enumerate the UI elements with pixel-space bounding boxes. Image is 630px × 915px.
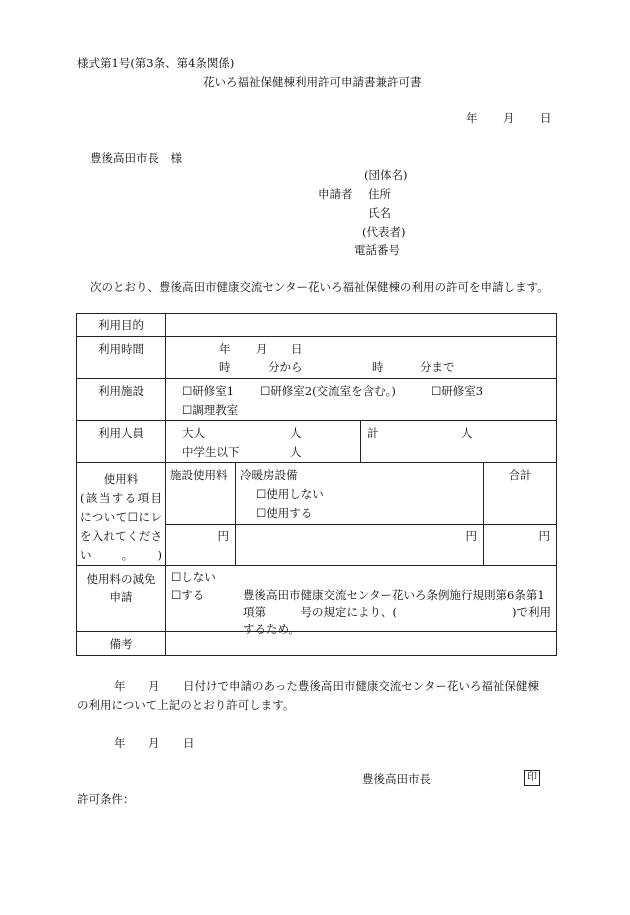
official-seal <box>524 769 540 786</box>
intro-text: 次のとおり、豊後高田市健康交流センター花いろ福祉保健棟の利用の許可を申請します。 <box>90 280 549 294</box>
form-number: 様式第1号(第3条、第4条関係) <box>77 56 235 70</box>
reduction-label: 使用料の減免申請 <box>77 566 166 632</box>
approval-year: 年 <box>114 679 126 693</box>
date-year: 年 <box>466 111 478 125</box>
row-facility <box>77 379 557 421</box>
row-reduction <box>77 566 557 632</box>
facility-label: 利用施設 <box>77 379 166 421</box>
people-breakdown[interactable] <box>166 421 361 463</box>
facility-option-1[interactable]: ☐研修室1 <box>182 384 235 398</box>
row-people <box>77 421 557 463</box>
people-label: 利用人員 <box>77 421 166 463</box>
approval-month: 月 <box>148 679 160 693</box>
facility-option-3[interactable]: ☐研修室3 <box>431 384 484 398</box>
time-month: 月 <box>256 342 268 356</box>
time-from: 分から <box>268 360 303 374</box>
fee-hvac-yes[interactable]: ☐使用する <box>256 506 313 520</box>
fee-hvac-label: 冷暖房設備 <box>240 468 298 482</box>
time-until: 分まで <box>420 360 455 374</box>
addressee: 豊後高田市長 様 <box>90 151 182 165</box>
representative-label: (代表者) <box>362 225 406 239</box>
purpose-label: 利用目的 <box>77 314 166 337</box>
approval-line2: の利用について上記のとおり許可します。 <box>77 698 295 712</box>
date-month: 月 <box>503 111 515 125</box>
seal-icon: 印 <box>524 770 540 786</box>
facility-field <box>166 379 557 421</box>
approval-date-day: 日 <box>183 736 195 750</box>
total-unit: 人 <box>461 426 473 440</box>
org-name-label: (団体名) <box>364 168 408 182</box>
fee-hvac <box>236 463 484 525</box>
approval-line1: 日付けで申請のあった豊後高田市健康交流センター花いろ福祉保健棟 <box>183 679 539 693</box>
facility-option-4[interactable]: ☐調理教室 <box>182 403 239 417</box>
mayor-label: 豊後高田市長 <box>362 772 431 786</box>
time-day: 日 <box>291 342 303 356</box>
row-purpose <box>77 314 557 337</box>
document-title: 花いろ福祉保健棟利用許可申請書兼許可書 <box>203 75 422 89</box>
time-field[interactable] <box>166 337 557 379</box>
time-label: 利用時間 <box>77 337 166 379</box>
total-label: 計 <box>367 426 379 440</box>
fee-label-note: (該当する項目について☐にレを入れてください。) <box>80 491 162 562</box>
permission-conditions: 許可条件： <box>77 792 135 806</box>
fee-hvac-no[interactable]: ☐使用しない <box>256 487 324 501</box>
purpose-field[interactable] <box>166 314 557 337</box>
adult-label: 大人 <box>182 426 205 440</box>
reduction-text: 豊後高田市健康交流センター花いろ条例施行規則第6条第1項第 号の規定により、( )で利用するため。 <box>243 588 551 636</box>
time-hour-start: 時 <box>219 360 231 374</box>
phone-label: 電話番号 <box>354 243 400 257</box>
application-table <box>76 313 557 656</box>
fee-label <box>77 463 166 566</box>
time-hour-end: 時 <box>372 360 384 374</box>
remarks-label: 備考 <box>77 632 166 656</box>
approval-date-month: 月 <box>148 736 160 750</box>
date-day: 日 <box>540 111 552 125</box>
fee-total-label: 合計 <box>484 463 557 525</box>
address-label: 住所 <box>368 187 391 201</box>
adult-unit: 人 <box>290 426 302 440</box>
name-label: 氏名 <box>368 206 391 220</box>
fee-label-title: 使用料 <box>103 472 139 486</box>
applicant-label: 申請者 <box>318 187 353 201</box>
fee-total-amount[interactable]: 円 <box>484 524 557 565</box>
row-fee-options <box>77 463 557 525</box>
facility-option-2[interactable]: ☐研修室2(交流室を含む。) <box>260 384 396 398</box>
fee-facility-amount[interactable]: 円 <box>166 524 236 565</box>
time-year: 年 <box>219 342 231 356</box>
junior-label: 中学生以下 <box>182 445 240 459</box>
approval-date-year: 年 <box>114 736 126 750</box>
reduction-field <box>166 566 557 636</box>
people-total[interactable] <box>361 421 557 463</box>
fee-facility-label: 施設使用料 <box>166 463 236 525</box>
fee-hvac-amount[interactable]: 円 <box>236 524 484 565</box>
junior-unit: 人 <box>290 445 302 459</box>
reduction-yes[interactable]: ☐する <box>171 588 205 602</box>
reduction-no[interactable]: ☐しない <box>171 570 216 584</box>
row-time <box>77 337 557 379</box>
